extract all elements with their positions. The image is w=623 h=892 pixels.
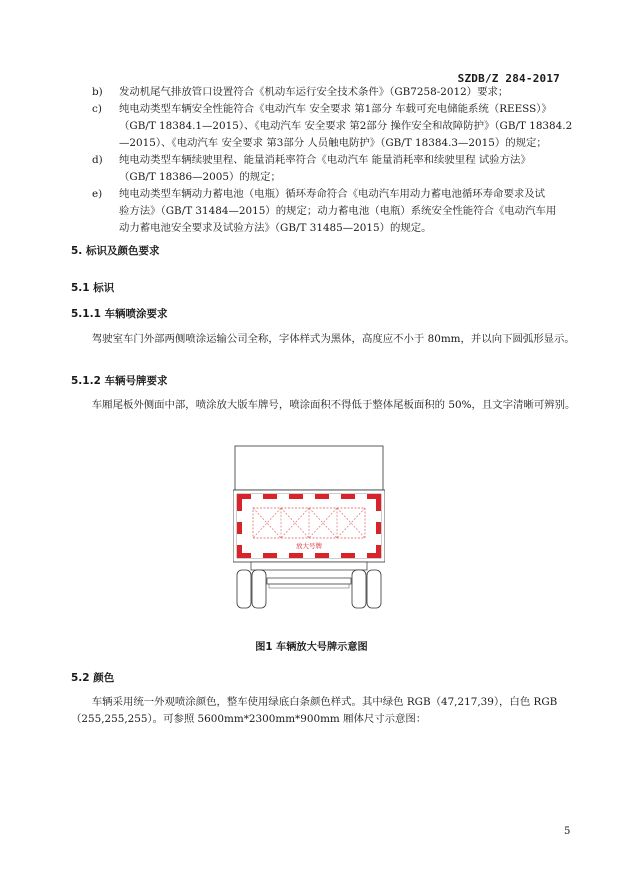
list-item-text: 发动机尾气排放管口设置符合《机动车运行安全技术条件》（GB7258-2012）要求； — [119, 86, 509, 98]
section-5-2-body: 车辆采用统一外观喷涂颜色，整车使用绿底白条颜色样式。其中绿色 RGB（47,217,39），白色 RGB（255,255,255）。可参照 5600mm*2300mm*900mm 厢体尺寸示意图： — [71, 696, 558, 725]
list-item-text: 纯电动类型车辆安全性能符合《电动汽车 安全要求 第1部分 车载可充电储能系统（REESS）》 （GB/T 18384.1—2015）、《电动汽车 安全要求 第2部分 操作安全和故障防护》（GB/T 18384.2 —2015）、《电动汽车 安全要求 第3部分 人员触电防护》（GB/T 18384.3—2015）的规定； — [119, 103, 573, 149]
section-5-1-heading: 5.1 标识 — [71, 282, 115, 294]
section-5-heading: 5. 标识及颜色要求 — [71, 245, 160, 257]
list-marker: c) — [92, 103, 102, 115]
list-marker: b) — [92, 86, 103, 98]
standard-code: SZDB/Z 284-2017 — [457, 72, 560, 85]
section-5-1-2-body: 车厢尾板外侧面中部，喷涂放大版车牌号，喷涂面积不得低于整体尾板面积的 50%，且文字清晰可辨别。 — [91, 399, 576, 411]
list-marker: d) — [92, 154, 103, 166]
section-5-1-1-heading: 5.1.1 车辆喷涂要求 — [71, 308, 168, 320]
list-item-e — [92, 186, 582, 237]
page-number: 5 — [564, 826, 571, 837]
plate-label: 放大号牌 — [296, 542, 322, 550]
cargo-box-top — [235, 446, 383, 490]
section-5-1-1-body: 驾驶室车门外部两侧喷涂运输公司全称，字体样式为黑体，高度应不小于 80mm，并以向下圆弧形显示。 — [91, 333, 575, 345]
section-5-1-2-heading: 5.1.2 车辆号牌要求 — [71, 375, 168, 387]
list-item-d — [92, 152, 582, 186]
bumper-lower — [269, 584, 349, 588]
truck-rear-figure — [233, 442, 385, 656]
list-item-text: 纯电动类型车辆续驶里程、能量消耗率符合《电动汽车 能量消耗率和续驶里程 试验方法》 （GB/T 18386—2005）的规定； — [119, 154, 531, 183]
list-marker: e) — [92, 188, 103, 200]
figure-caption: 图1 车辆放大号牌示意图 — [255, 642, 368, 653]
list-item-b — [92, 84, 582, 101]
section-5-2-heading: 5.2 颜色 — [71, 672, 115, 684]
chassis-bar — [251, 562, 367, 570]
list-item-text: 纯电动类型车辆动力蓄电池（电瓶）循环寿命符合《电动汽车用动力蓄电池循环寿命要求及试 验方法》（GB/T 31484—2015）的规定；动力蓄电池（电瓶）系统安全性能符合《电动汽车用 动力蓄电池安全要求及试验方法》（GB/T 31485—2015）的规定。 — [119, 188, 557, 234]
list-item-c — [92, 101, 582, 152]
rear-bumper — [267, 578, 351, 584]
requirements-list — [92, 84, 582, 237]
wheels — [237, 570, 381, 608]
